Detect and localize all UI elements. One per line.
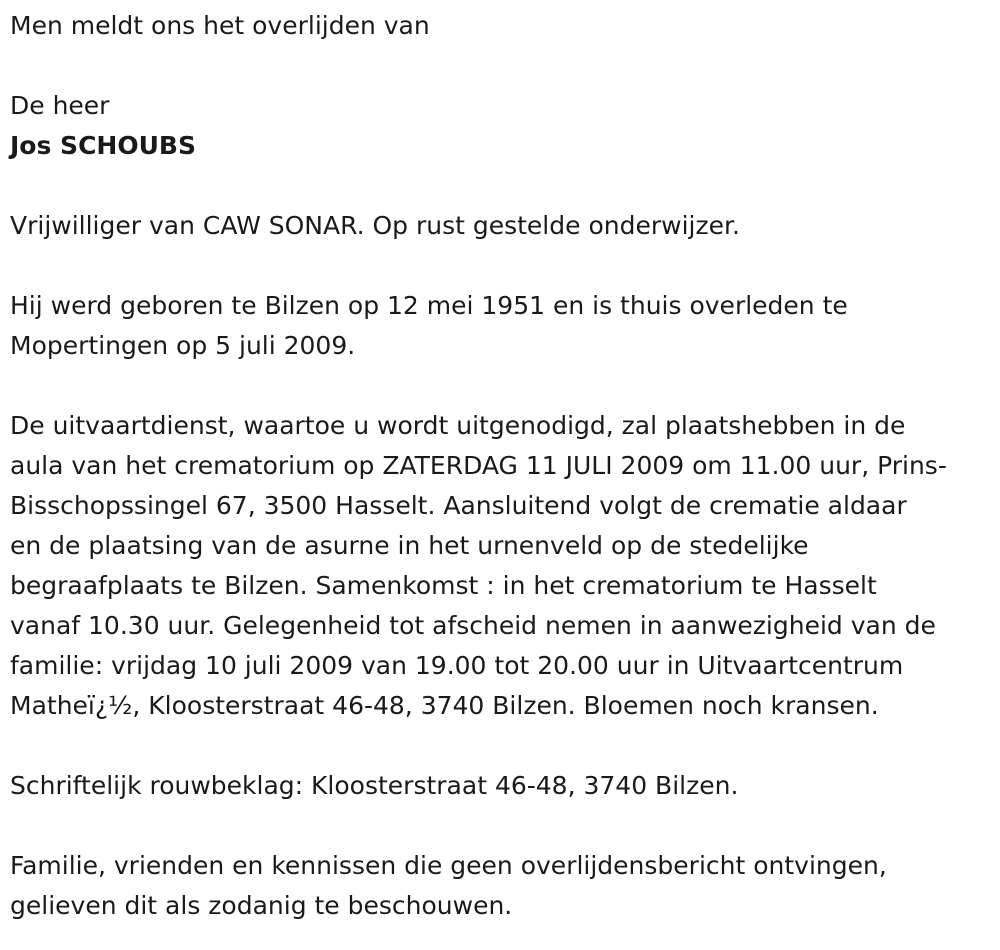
funeral-line: vanaf 10.30 uur. Gelegenheid tot afscheid nemen in aanwezigheid van de bbox=[10, 611, 936, 640]
spacer bbox=[10, 366, 990, 406]
birth-death-line: Mopertingen op 5 juli 2009. bbox=[10, 331, 356, 360]
spacer bbox=[10, 166, 990, 206]
description-text: Vrijwilliger van CAW SONAR. Op rust gestelde onderwijzer. bbox=[10, 211, 740, 240]
funeral-line: aula van het crematorium op ZATERDAG 11 JULI 2009 om 11.00 uur, Prins- bbox=[10, 451, 947, 480]
funeral-paragraph bbox=[10, 406, 990, 726]
birth-death-paragraph bbox=[10, 286, 990, 366]
salutation-text: De heer bbox=[10, 91, 110, 120]
funeral-line: en de plaatsing van de asurne in het urnenveld op de stedelijke bbox=[10, 531, 809, 560]
spacer bbox=[10, 46, 990, 86]
closing-line: gelieven dit als zodanig te beschouwen. bbox=[10, 891, 513, 920]
funeral-line: Bisschopssingel 67, 3500 Hasselt. Aansluitend volgt de crematie aldaar bbox=[10, 491, 907, 520]
funeral-line: De uitvaartdienst, waartoe u wordt uitgenodigd, zal plaatshebben in de bbox=[10, 411, 906, 440]
birth-death-line: Hij werd geboren te Bilzen op 12 mei 1951 en is thuis overleden te bbox=[10, 291, 848, 320]
condolence-text: Schriftelijk rouwbeklag: Kloosterstraat 46-48, 3740 Bilzen. bbox=[10, 771, 739, 800]
funeral-line: begraafplaats te Bilzen. Samenkomst : in het crematorium te Hasselt bbox=[10, 571, 877, 600]
spacer bbox=[10, 246, 990, 286]
funeral-line: familie: vrijdag 10 juli 2009 van 19.00 tot 20.00 uur in Uitvaartcentrum bbox=[10, 651, 904, 680]
spacer bbox=[10, 806, 990, 846]
spacer bbox=[10, 726, 990, 766]
closing-paragraph bbox=[10, 846, 990, 926]
intro-text: Men meldt ons het overlijden van bbox=[10, 11, 430, 40]
closing-line: Familie, vrienden en kennissen die geen overlijdensbericht ontvingen, bbox=[10, 851, 887, 880]
funeral-line: Matheï¿½, Kloosterstraat 46-48, 3740 Bilzen. Bloemen noch kransen. bbox=[10, 691, 879, 720]
deceased-name: Jos SCHOUBS bbox=[10, 131, 196, 160]
